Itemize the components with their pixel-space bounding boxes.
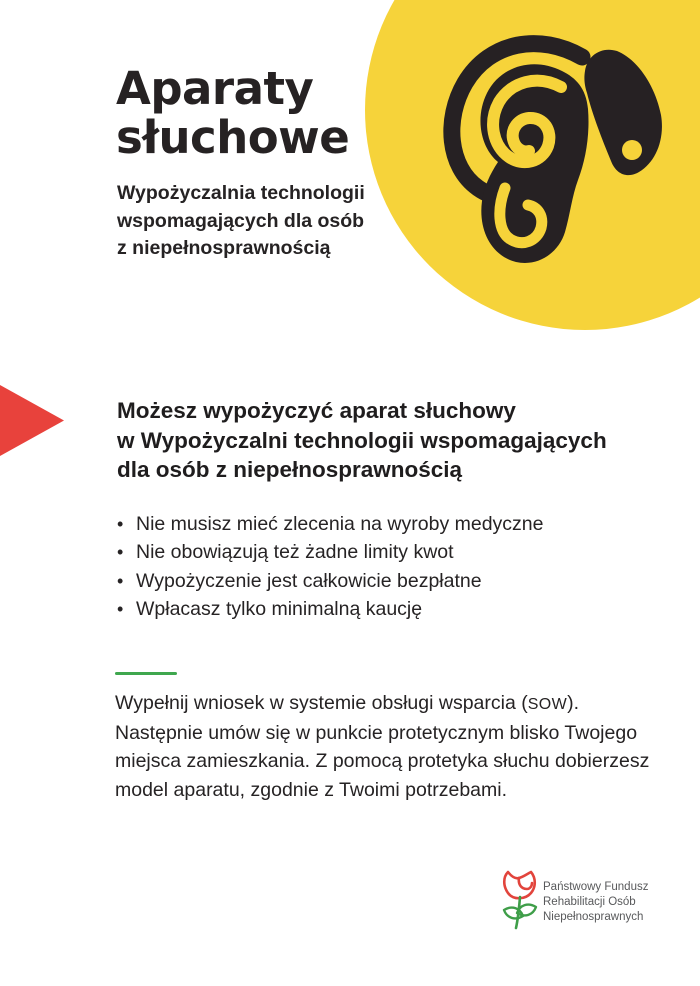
- paragraph-line: miejsca zamieszkania. Z pomocą protetyka słuchu dobierzesz: [115, 750, 650, 773]
- list-item: [117, 510, 543, 538]
- paragraph-line: [115, 689, 675, 719]
- bullet-dot: •: [117, 514, 124, 534]
- bullet-text: Wypożyczenie jest całkowicie bezpłatne: [136, 569, 482, 592]
- offer-heading-line: Możesz wypożyczyć aparat słuchowy: [117, 398, 516, 423]
- logo-text-line: Niepełnosprawnych: [543, 911, 644, 924]
- paragraph-line: model aparatu, zgodnie z Twoimi potrzebami.: [115, 778, 508, 801]
- list-item: [117, 538, 543, 566]
- paragraph-text: ).: [567, 692, 580, 714]
- list-item: [117, 595, 543, 623]
- bullet-dot: •: [117, 598, 124, 619]
- page-title-line2: słuchowe: [116, 111, 350, 164]
- bullet-text: Nie obowiązują też żadne limity kwot: [136, 541, 454, 564]
- instructions-paragraph: [115, 689, 675, 804]
- paragraph-line: Następnie umów się w punkcie protetycznym blisko Twojego: [115, 722, 638, 745]
- offer-heading-line: dla osób z niepełnosprawnością: [117, 457, 463, 482]
- logo-text-line: Rehabilitacji Osób: [543, 896, 636, 909]
- subtitle-line: Wypożyczalnia technologii: [117, 182, 365, 204]
- subtitle-line: wspomagających dla osób: [117, 209, 365, 232]
- bullet-text: Nie musisz mieć zlecenia na wyroby medyczne: [136, 513, 544, 535]
- pfron-logo-text: [543, 880, 648, 926]
- page-subtitle: [117, 180, 365, 263]
- logo-text-line: Państwowy Fundusz: [543, 881, 649, 893]
- page-title-line1: Aparaty: [116, 62, 314, 115]
- ear-with-hearing-aid-icon: [440, 35, 672, 267]
- subtitle-line: z niepełnosprawnością: [117, 237, 331, 259]
- bullet-text: Wpłacasz tylko minimalną kaucję: [136, 597, 423, 620]
- list-item: [117, 567, 543, 595]
- bullet-dot: •: [117, 542, 124, 563]
- paragraph-text: Wypełnij wniosek w systemie obsługi wsparcia (: [115, 692, 528, 714]
- red-arrow-pointer: [0, 385, 64, 456]
- page-title: [116, 64, 349, 162]
- offer-heading-line: w Wypożyczalni technologii wspomagających: [117, 427, 607, 453]
- sow-abbreviation: SOW: [527, 696, 568, 713]
- bullet-dot: •: [117, 570, 124, 591]
- offer-bullet-list: [117, 510, 543, 623]
- pfron-tulip-icon: [500, 869, 542, 931]
- green-divider: [115, 672, 177, 675]
- offer-heading: [117, 396, 607, 485]
